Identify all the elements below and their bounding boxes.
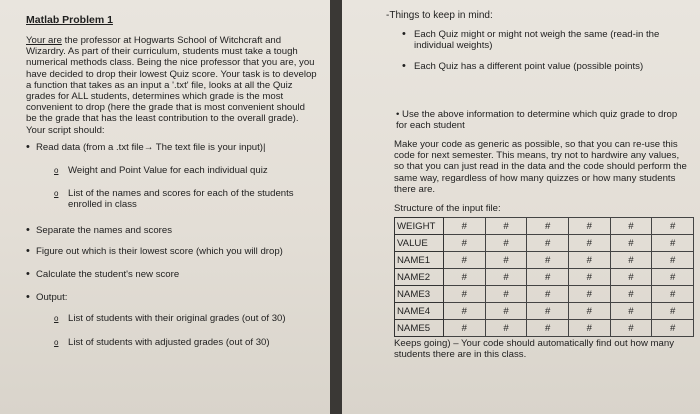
use-info-text: Use the above information to determine which quiz grade to drop for each student [396,108,678,131]
sub-names [26,188,318,210]
intro-paragraph [26,35,318,136]
table-cell: # [444,303,486,320]
things-title: -Things to keep in mind: [386,10,493,21]
sub-marker: o [54,189,59,199]
row-label: VALUE [395,235,444,252]
bullet-output: • Output: [26,292,318,303]
left-page [0,0,330,414]
sub-marker: o [54,337,59,347]
sub-original-text: List of students with their original grades (out of 30) [68,313,286,325]
row-label: NAME2 [395,269,444,286]
table-row [395,252,694,269]
sub-weight-text: Weight and Point Value for each individual quiz [68,165,268,177]
table-cell: # [610,286,652,303]
bullet-read-data: • Read data (from a .txt file→ The text file is your input)| [26,142,318,153]
sub-weight [26,165,318,176]
table-row [395,286,694,303]
table-cell: # [444,235,486,252]
table-cell: # [485,286,527,303]
table-cell: # [610,235,652,252]
bullet-separate: • Separate the names and scores [26,225,318,236]
sub-names-text: List of the names and scores for each of the students enrolled in class [68,188,294,211]
problem-title: Matlab Problem 1 [26,14,113,26]
row-label: NAME5 [395,320,444,337]
table-cell: # [444,320,486,337]
table-cell: # [652,235,694,252]
table-cell: # [568,269,610,286]
table-cell: # [485,252,527,269]
table-cell: # [527,320,569,337]
row-label: NAME3 [395,286,444,303]
bullet-figure-out: • Figure out which is their lowest score (which you will drop) [26,246,318,257]
intro-underlined: Your are [26,35,62,46]
generic-paragraph: Make your code as generic as possible, so that you can re-use this code for next semester. This means, try not to hardwire any values, so that you can just read in the data and the code should perform the same way, regardless of how many quizzes or how many students there are. [394,139,687,195]
table-cell: # [444,218,486,235]
table-cell: # [527,269,569,286]
row-label: NAME4 [395,303,444,320]
table-cell: # [568,320,610,337]
table-cell: # [527,218,569,235]
sub-original [26,313,318,324]
table-cell: # [652,269,694,286]
keeps-going-note: Keeps going) – Your code should automatically find out how many students there are in this class. [394,338,674,361]
table-cell: # [610,252,652,269]
table-cell: # [568,303,610,320]
table-cell: # [568,218,610,235]
table-cell: # [527,303,569,320]
table-row [395,218,694,235]
table-cell: # [652,320,694,337]
table-cell: # [485,303,527,320]
table-cell: # [527,252,569,269]
intro-text: the professor at Hogwarts School of Witchcraft and Wizardry. As part of their curriculum, students must take a tough numerical methods class. Being the nice professor that you are, you have decided to drop their lowest Quiz score. Your task is to develop a function that takes as an input a '.txt' file, looks at all the Quiz grades for ALL students, determines which grade is the most convenient to drop (here the grade that is most convenient should be the grade that has the least contribution to the overall grade). Your script should: [26,35,317,136]
use-info: • Use the above information to determine which quiz grade to drop for each student [396,108,678,131]
table-cell: # [652,303,694,320]
table-cell: # [485,218,527,235]
table-cell: # [610,218,652,235]
table-row [395,320,694,337]
structure-title: Structure of the input file: [394,203,501,215]
table-row [395,235,694,252]
table-cell: # [527,235,569,252]
page-gap [330,0,342,414]
table-cell: # [652,218,694,235]
table-cell: # [652,252,694,269]
table-cell: # [610,269,652,286]
sub-marker: o [54,314,59,324]
input-structure-table [394,217,694,337]
table-cell: # [527,286,569,303]
table-cell: # [568,252,610,269]
table-cell: # [485,235,527,252]
row-label: NAME1 [395,252,444,269]
table-row [395,303,694,320]
sub-adjusted-text: List of students with adjusted grades (out of 30) [68,336,270,348]
table-cell: # [485,320,527,337]
table-cell: # [444,252,486,269]
table-cell: # [444,269,486,286]
row-label: WEIGHT [395,218,444,235]
table-cell: # [610,303,652,320]
table-cell: # [568,235,610,252]
table-cell: # [444,286,486,303]
table-cell: # [485,269,527,286]
sub-adjusted [26,337,318,348]
tip-weights: • Each Quiz might or might not weigh the same (read-in the individual weights) [394,29,688,51]
tip-point-value: • Each Quiz has a different point value (possible points) [394,61,688,72]
table-cell: # [652,286,694,303]
bullet-calculate: • Calculate the student's new score [26,269,318,280]
sub-marker: o [54,166,59,176]
table-cell: # [610,320,652,337]
table-row [395,269,694,286]
table-cell: # [568,286,610,303]
right-page [342,0,700,414]
